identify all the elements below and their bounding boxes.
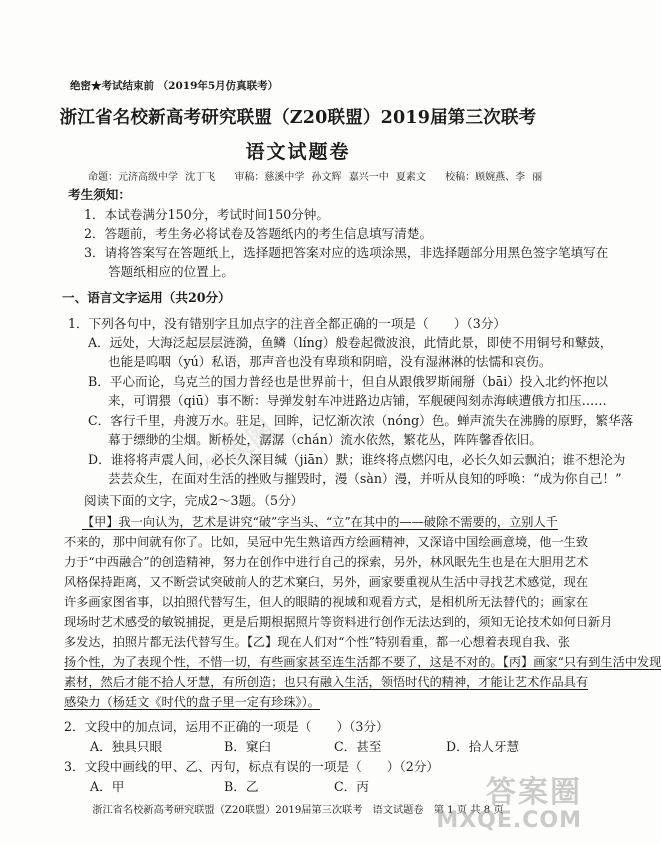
passage-line: 现场时艺术感受的敏锐捕捉，更是后期根据照片等资料进行创作无法达到的，须知无论技术如何日新月 <box>64 615 613 629</box>
notice-item: 3．请将答案写在答题纸上，选择题把答案对应的选项涂黑，非选择题部分用黑色签字笔填写在 <box>84 245 609 260</box>
passage-line: 素材，然后才能不拾人牙慧，有所创造；也只有融入生活，领悟时代的精神，才能让艺术作品具有 <box>64 675 589 689</box>
q1-option-a: A．远处，大海泛起层层涟漪，鱼鳞（líng）般卷起微波浪，此情此景，即使不用铜号和鼙鼓， <box>88 335 613 350</box>
passage-line: 【甲】我一向认为，艺术是讲究“破”字当头、“立”在其中的——破除不需要的，立别人千 <box>82 515 558 529</box>
credit-reviewer: 审稿：慈溪中学 孙文辉 嘉兴一中 夏素文 <box>234 172 426 183</box>
page-footer: 浙江省名校新高考研究联盟（Z20联盟）2019届第三次联考 语文试题卷 第 1 页 共 8 页 <box>92 805 504 816</box>
q3-option-a: A．甲 <box>90 779 125 794</box>
q3-option-c: C．丙 <box>334 779 369 794</box>
reading-intro: 阅读下面的文字，完成2～3题。（5分） <box>84 493 304 508</box>
q1-option-d-cont: 芸芸众生，在面对生活的挫败与摧毁时，漫（sàn）漫，并听从良知的呼唤：“成为你自己！” <box>108 471 622 486</box>
q1-option-b-cont: 来，可谓猥（qiū）事不断：导弹发射车冲进路边店铺，军舰硬闯刻赤海峡遭俄方扣压…… <box>108 393 607 408</box>
notice-item: 1．本试卷满分150分，考试时间150分钟。 <box>84 207 329 222</box>
q1-option-c-cont: 幕于缥缈的尘烟。断桥处，潺潺（chán）流水依然，繁花丛，阵阵馨香依旧。 <box>108 432 542 447</box>
passage-line: 扬个性，为了表现个性，不惜一切，有些画家甚至连生活都不要了，这是不对的。【丙】画家“只有到生活中发现 <box>64 655 661 669</box>
q2-option-c: C．甚至 <box>334 739 382 754</box>
credits <box>88 168 554 183</box>
q2-option-b: B．窠臼 <box>224 739 272 754</box>
question-2-stem: 2．文段中的加点词，运用不正确的一项是（ ）（3分） <box>64 719 389 734</box>
exam-title: 浙江省名校新高考研究联盟（Z20联盟）2019届第三次联考 <box>59 108 537 128</box>
q1-option-a-cont: 也能是呜咽（yú）私语，那声音也没有卑琐和阴暗，没有湿淋淋的怯懦和哀伤。 <box>108 354 552 369</box>
watermark-url: MXQE.COM <box>436 808 582 833</box>
watermark-logo: 答案圈 <box>486 775 582 810</box>
notice-heading: 考生须知： <box>68 187 131 202</box>
q3-option-b: B．乙 <box>224 779 259 794</box>
confidential-label: 绝密★考试结束前 （2019年5月仿真联考） <box>70 80 279 92</box>
q1-option-c: C．客行千里，舟渡万水。驻足，回眸，记忆渐次浓（nóng）色。蝉声流失在沸腾的原野，繁华落 <box>88 413 634 428</box>
passage-line: 风格保持距离，又不断尝试突破前人的艺术窠臼，另外，画家要重视从生活中寻找艺术感觉，现在 <box>64 575 589 589</box>
notice-item: 2．答题前，考生务必将试卷及答题纸内的考生信息填写清楚。 <box>84 226 433 241</box>
question-3-stem: 3．文段中画线的甲、乙、丙句，标点有误的一项是（ ）（2分） <box>64 759 439 774</box>
passage-line: 许多画家图省事，以拍照代替写生，但人的眼睛的视域和观看方式，是相机所无法替代的；画家在 <box>64 595 589 609</box>
passage-line: 不来的，那中间就有你了。比如，吴冠中先生熟谙西方绘画精神，又深谙中国绘画意境，他一生致 <box>64 535 589 549</box>
credit-proofreader: 校稿：顾婉燕、李 丽 <box>445 172 543 183</box>
q2-option-a: A．独具只眼 <box>90 739 163 754</box>
section-heading: 一、语言文字运用（共20分） <box>62 290 231 305</box>
notice-item: 答题纸相应的位置上。 <box>108 264 234 279</box>
passage-line: 感染力（杨廷文《时代的盘子里一定有珍珠》）。 <box>64 695 320 709</box>
exam-subtitle: 语文试题卷 <box>245 141 351 163</box>
passage-line: 力于“中西融合”的创造精神，努力在创作中进行自己的探索，另外，林风眠先生也是在大胆用艺术 <box>64 555 589 569</box>
passage-line: 多发达，拍照片都无法代替写生。【乙】现在人们对“个性”特别看重，都一心想着表现自我、张 <box>64 635 571 649</box>
q1-option-d: D．谁将将声震人间，必长久深目缄（jiān）默；谁终将点燃闪电，必长久如云飘泊；谁不想沦为 <box>88 452 626 467</box>
q1-option-b: B．平心而论，乌克兰的国力普经也是世界前十，但自从跟俄罗斯闹掰（bāi）投入北约怀抱以 <box>88 374 609 389</box>
credit-author: 命题：元济高级中学 沈丁飞 <box>88 172 216 183</box>
diagonal-watermark: 答案圈 <box>200 414 281 487</box>
q2-option-d: D．拾人牙慧 <box>446 739 520 754</box>
site-watermark <box>436 775 582 833</box>
question-1-stem: 1．下列各句中，没有错别字且加点字的注音全都正确的一项是（ ）（3分） <box>68 316 506 331</box>
